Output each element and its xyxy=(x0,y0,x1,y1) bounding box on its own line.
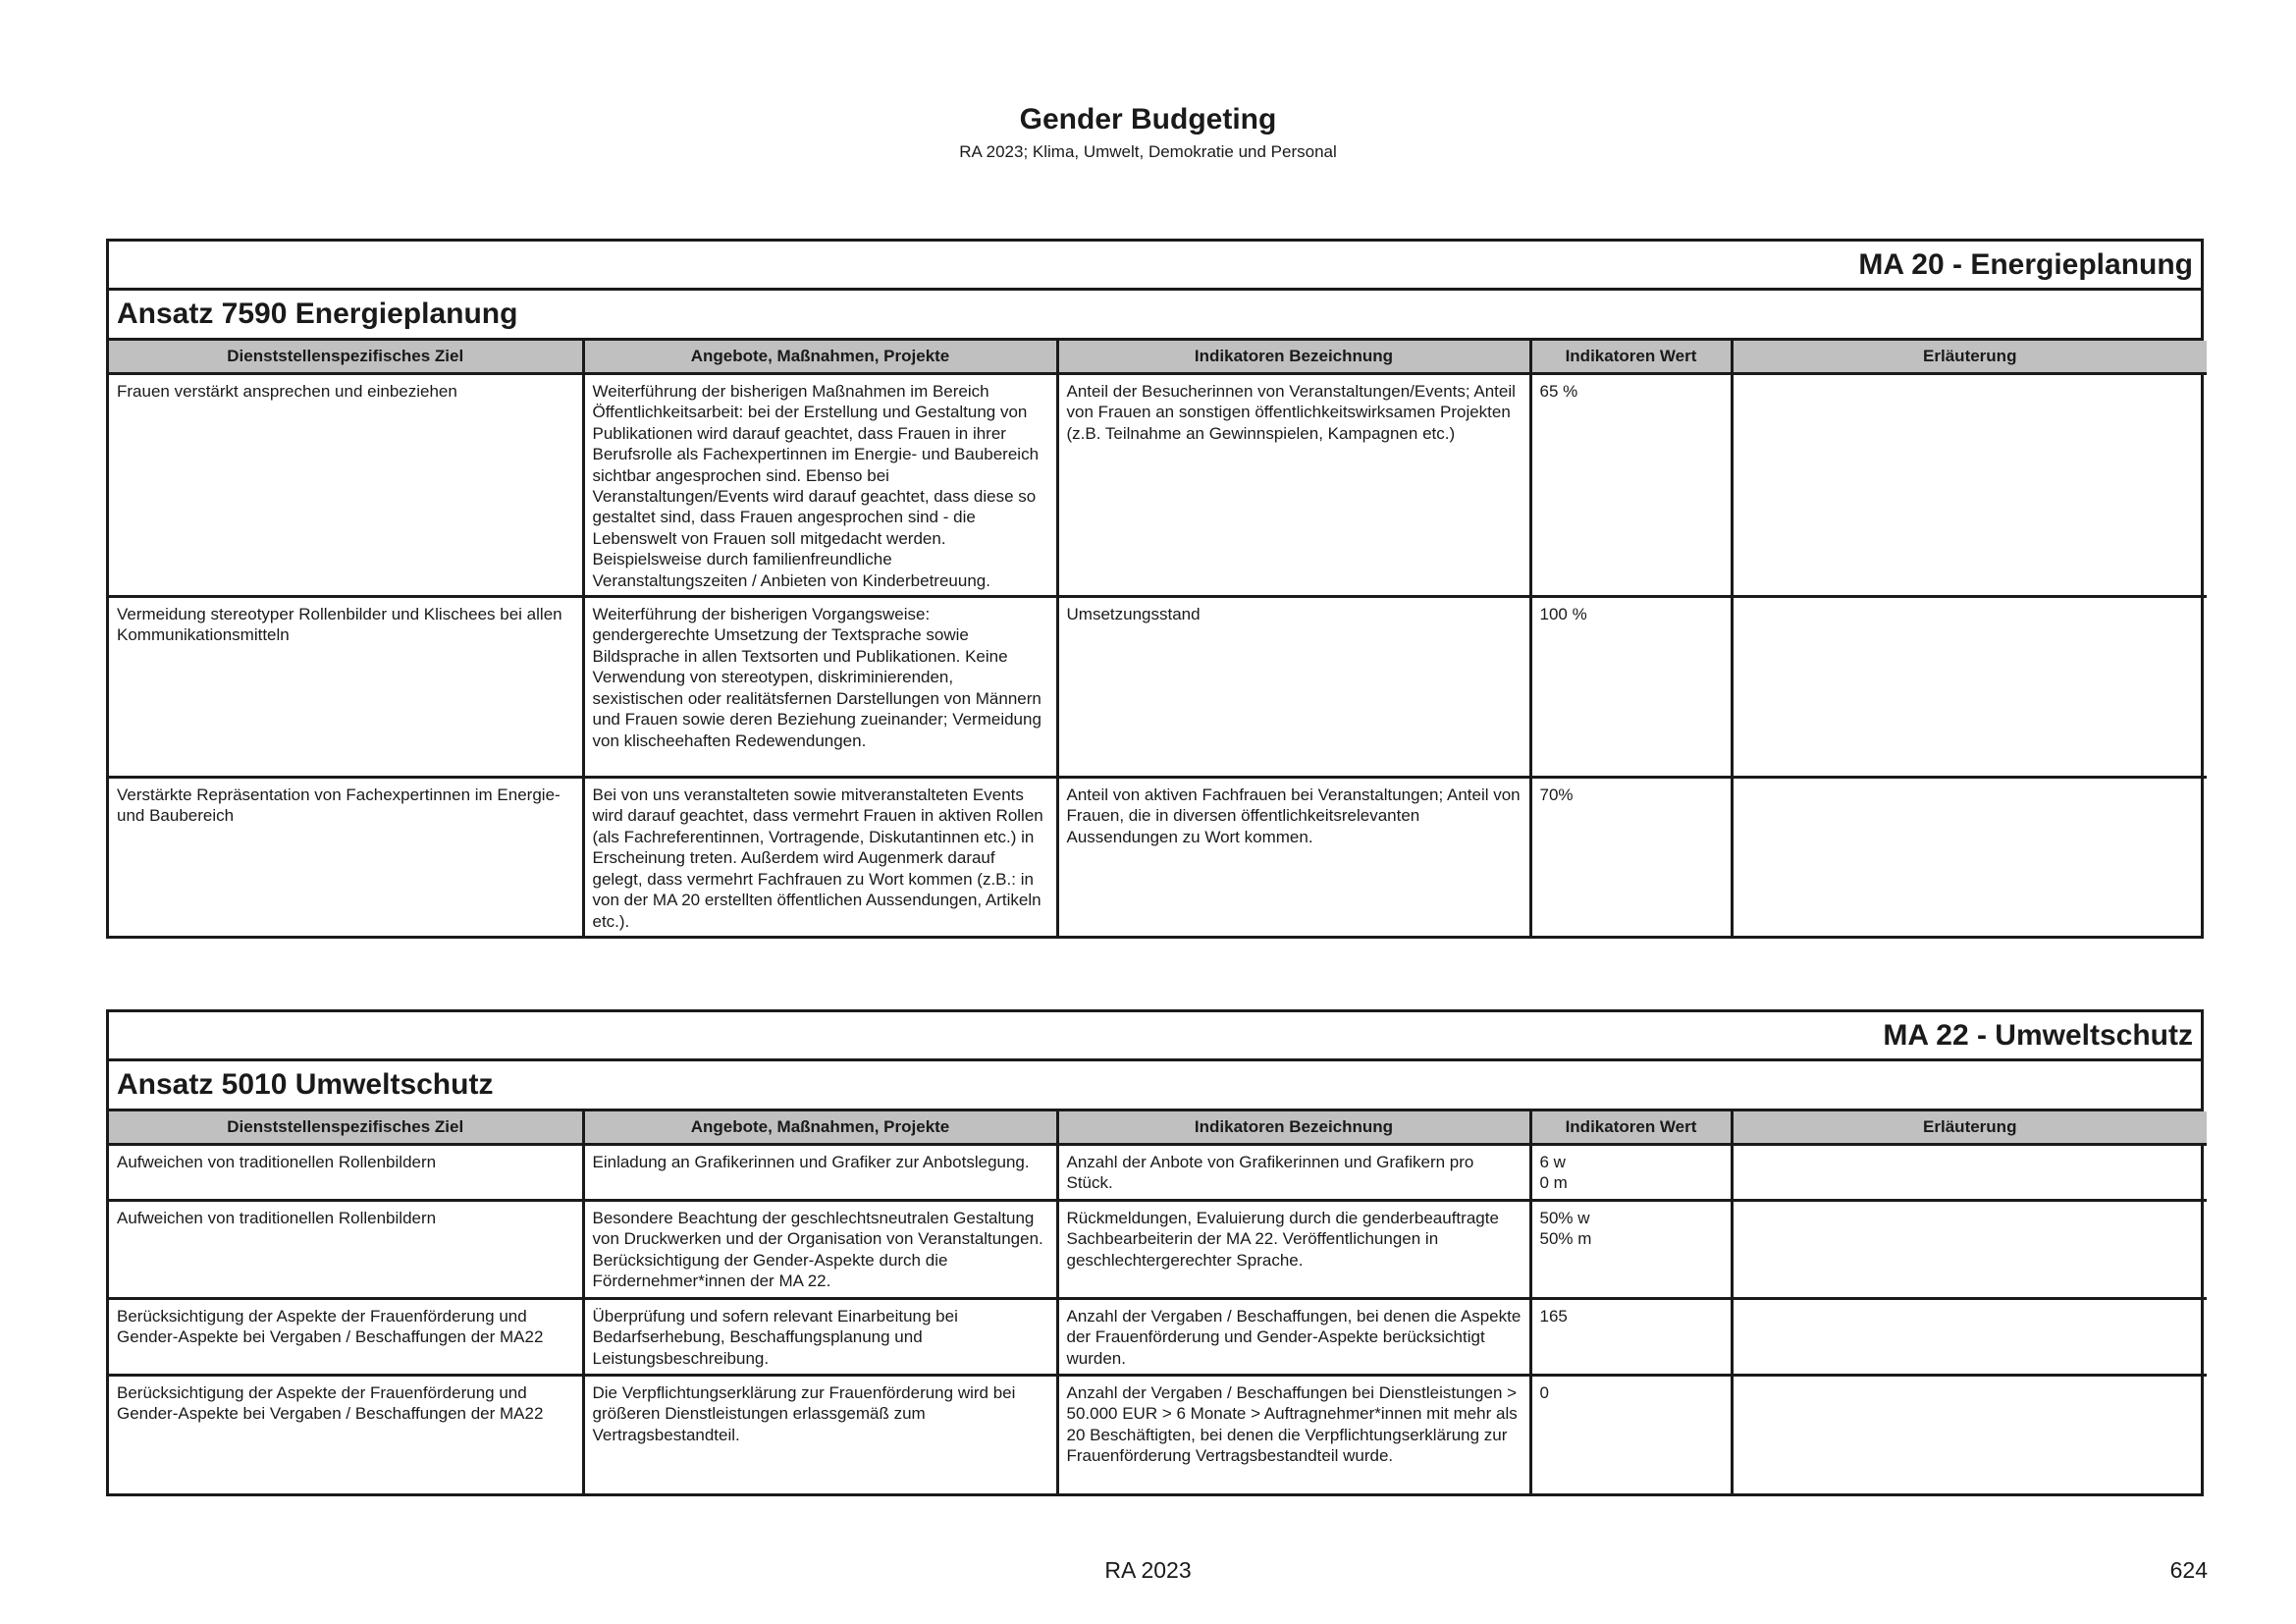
page-subtitle: RA 2023; Klima, Umwelt, Demokratie und Personal xyxy=(959,142,1337,161)
table-row xyxy=(109,374,2207,597)
cell-indikator: Anteil von aktiven Fachfrauen bei Veranstaltungen; Anteil von Frauen, die in diversen öffentlichkeitsrelevanten Aussendungen zu Wort kommen. xyxy=(1057,778,1530,936)
cell-erlaeuterung xyxy=(1732,778,2207,936)
column-header-massnahmen: Angebote, Maßnahmen, Projekte xyxy=(583,341,1057,374)
cell-erlaeuterung xyxy=(1732,1145,2207,1201)
ansatz-heading: Ansatz 5010 Umweltschutz xyxy=(109,1061,2201,1111)
cell-wert: 65 % xyxy=(1530,374,1732,597)
column-header-massnahmen: Angebote, Maßnahmen, Projekte xyxy=(583,1111,1057,1145)
cell-erlaeuterung xyxy=(1732,1376,2207,1493)
table-header-row xyxy=(109,341,2207,374)
cell-ziel: Berücksichtigung der Aspekte der Frauenförderung und Gender-Aspekte bei Vergaben / Beschaffungen der MA22 xyxy=(109,1299,583,1376)
cell-wert: 70% xyxy=(1530,778,1732,936)
cell-wert: 6 w 0 m xyxy=(1530,1145,1732,1201)
footer-label: RA 2023 xyxy=(1104,1557,1192,1583)
table-row xyxy=(109,778,2207,936)
cell-massnahmen: Die Verpflichtungserklärung zur Frauenförderung wird bei größeren Dienstleistungen erlassgemäß zum Vertragsbestandteil. xyxy=(583,1376,1057,1493)
page-title: Gender Budgeting xyxy=(1019,103,1277,135)
cell-massnahmen: Besondere Beachtung der geschlechtsneutralen Gestaltung von Druckwerken und der Organisation von Veranstaltungen. Berücksichtigung der Gender-Aspekte durch die Fördernehmer*innen der MA 22. xyxy=(583,1201,1057,1299)
cell-indikator: Anzahl der Anbote von Grafikerinnen und Grafikern pro Stück. xyxy=(1057,1145,1530,1201)
cell-ziel: Aufweichen von traditionellen Rollenbildern xyxy=(109,1145,583,1201)
section-ma22 xyxy=(106,1009,2204,1496)
cell-wert: 100 % xyxy=(1530,597,1732,778)
table-row xyxy=(109,1201,2207,1299)
column-header-wert: Indikatoren Wert xyxy=(1530,1111,1732,1145)
cell-indikator: Anzahl der Vergaben / Beschaffungen bei Dienstleistungen > 50.000 EUR > 6 Monate > Auftragnehmer*innen mit mehr als 20 Beschäftigten, bei denen die Verpflichtungserklärung zur Frauenförderung Vertragsbestandteil wurde. xyxy=(1057,1376,1530,1493)
page-header xyxy=(0,102,2296,163)
section-ma20 xyxy=(106,239,2204,939)
cell-indikator: Anzahl der Vergaben / Beschaffungen, bei denen die Aspekte der Frauenförderung und Gender-Aspekte berücksichtigt wurden. xyxy=(1057,1299,1530,1376)
cell-ziel: Berücksichtigung der Aspekte der Frauenförderung und Gender-Aspekte bei Vergaben / Beschaffungen der MA22 xyxy=(109,1376,583,1493)
column-header-erlaeuterung: Erläuterung xyxy=(1732,1111,2207,1145)
column-header-indikator: Indikatoren Bezeichnung xyxy=(1057,341,1530,374)
column-header-wert: Indikatoren Wert xyxy=(1530,341,1732,374)
cell-erlaeuterung xyxy=(1732,1201,2207,1299)
column-header-indikator: Indikatoren Bezeichnung xyxy=(1057,1111,1530,1145)
table-row xyxy=(109,1145,2207,1201)
measures-table xyxy=(109,1111,2207,1493)
cell-massnahmen: Überprüfung und sofern relevant Einarbeitung bei Bedarfserhebung, Beschaffungsplanung und Leistungsbeschreibung. xyxy=(583,1299,1057,1376)
ansatz-heading: Ansatz 7590 Energieplanung xyxy=(109,291,2201,341)
cell-massnahmen: Weiterführung der bisherigen Maßnahmen im Bereich Öffentlichkeitsarbeit: bei der Erstellung und Gestaltung von Publikationen wird darauf geachtet, dass Frauen in ihrer Berufsrolle als Fachexpertinnen im Energie- und Baubereich sichtbar angesprochen sind. Ebenso bei Veranstaltungen/Events wird darauf geachtet, dass diese so gestaltet sind, dass Frauen angesprochen sind - die Lebenswelt von Frauen soll mitgedacht werden. Beispielsweise durch familienfreundliche Veranstaltungszeiten / Anbieten von Kinderbetreuung. xyxy=(583,374,1057,597)
cell-indikator: Umsetzungsstand xyxy=(1057,597,1530,778)
cell-erlaeuterung xyxy=(1732,1299,2207,1376)
cell-massnahmen: Weiterführung der bisherigen Vorgangsweise: gendergerechte Umsetzung der Textsprache sowie Bildsprache in allen Textsorten und Publikationen. Keine Verwendung von stereotypen, diskriminierenden, sexistischen oder realitätsfernen Darstellungen von Männern und Frauen sowie deren Beziehung zueinander; Vermeidung von klischeehaften Redewendungen. xyxy=(583,597,1057,778)
cell-ziel: Aufweichen von traditionellen Rollenbildern xyxy=(109,1201,583,1299)
column-header-ziel: Dienststellenspezifisches Ziel xyxy=(109,341,583,374)
cell-ziel: Vermeidung stereotyper Rollenbilder und Klischees bei allen Kommunikationsmitteln xyxy=(109,597,583,778)
cell-wert: 0 xyxy=(1530,1376,1732,1493)
department-heading: MA 22 - Umweltschutz xyxy=(109,1012,2201,1061)
cell-erlaeuterung xyxy=(1732,597,2207,778)
cell-massnahmen: Bei von uns veranstalteten sowie mitveranstalteten Events wird darauf geachtet, dass vermehrt Frauen in aktiven Rollen (als Fachreferentinnen, Vortragende, Diskutantinnen etc.) in Erscheinung treten. Außerdem wird Augenmerk darauf gelegt, dass vermehrt Fachfrauen zu Wort kommen (z.B.: in von der MA 20 erstellten öffentlichen Aussendungen, Artikeln etc.). xyxy=(583,778,1057,936)
cell-wert: 50% w 50% m xyxy=(1530,1201,1732,1299)
cell-massnahmen: Einladung an Grafikerinnen und Grafiker zur Anbotslegung. xyxy=(583,1145,1057,1201)
table-row xyxy=(109,1299,2207,1376)
department-heading: MA 20 - Energieplanung xyxy=(109,242,2201,291)
column-header-ziel: Dienststellenspezifisches Ziel xyxy=(109,1111,583,1145)
cell-indikator: Rückmeldungen, Evaluierung durch die genderbeauftragte Sachbearbeiterin der MA 22. Veröffentlichungen in geschlechtergerechter Sprache. xyxy=(1057,1201,1530,1299)
table-header-row xyxy=(109,1111,2207,1145)
measures-table xyxy=(109,341,2207,936)
cell-indikator: Anteil der Besucherinnen von Veranstaltungen/Events; Anteil von Frauen an sonstigen öffentlichkeitswirksamen Projekten (z.B. Teilnahme an Gewinnspielen, Kampagnen etc.) xyxy=(1057,374,1530,597)
cell-ziel: Frauen verstärkt ansprechen und einbeziehen xyxy=(109,374,583,597)
cell-ziel: Verstärkte Repräsentation von Fachexpertinnen im Energie- und Baubereich xyxy=(109,778,583,936)
column-header-erlaeuterung: Erläuterung xyxy=(1732,341,2207,374)
table-row xyxy=(109,1376,2207,1493)
page-number: 624 xyxy=(2169,1557,2208,1583)
cell-erlaeuterung xyxy=(1732,374,2207,597)
table-row xyxy=(109,597,2207,778)
cell-wert: 165 xyxy=(1530,1299,1732,1376)
